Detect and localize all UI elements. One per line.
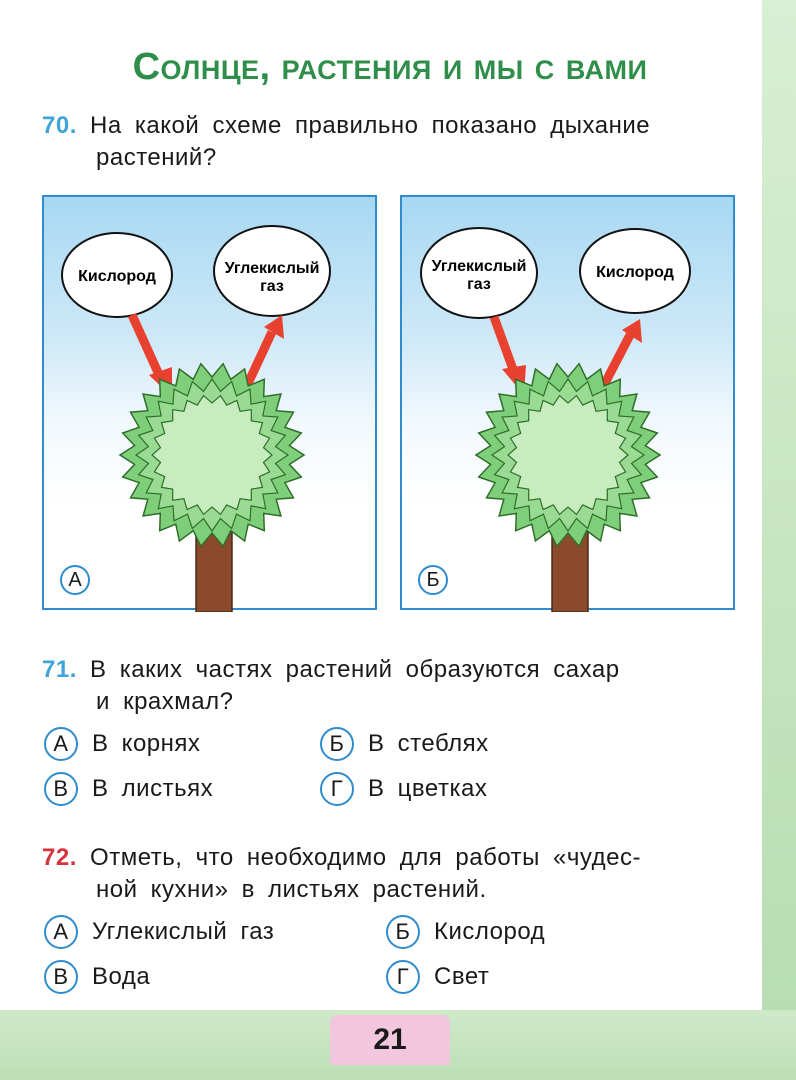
scheme-b-letter[interactable]: Б xyxy=(418,565,448,595)
option-letter[interactable]: А xyxy=(44,727,78,761)
scheme-b-panel[interactable] xyxy=(400,195,735,610)
question-71-text-line2: и крахмал? xyxy=(96,688,234,715)
question-70-text-line2: растений? xyxy=(96,144,217,171)
page-title: Солнце, растения и мы с вами xyxy=(132,46,648,88)
arrow-out xyxy=(602,319,642,389)
question-70-text-line1: На какой схеме правильно показано дыхание xyxy=(90,112,651,139)
option-text: В стеблях xyxy=(368,730,489,757)
co2-label-line2: газ xyxy=(467,276,491,293)
question-72-text-line2: ной кухни» в листьях растений. xyxy=(96,876,487,903)
page-number: 21 xyxy=(330,1015,450,1065)
co2-label-line1: Углекислый xyxy=(431,258,527,275)
q72-option-a[interactable] xyxy=(44,915,274,949)
option-letter[interactable]: В xyxy=(44,772,78,806)
scheme-a-panel[interactable] xyxy=(42,195,377,610)
scheme-a-diagram xyxy=(44,197,379,612)
q71-option-a[interactable] xyxy=(44,727,200,761)
option-text: В цветках xyxy=(368,775,488,802)
tree-crown xyxy=(120,364,304,547)
option-text: В корнях xyxy=(92,730,201,757)
question-70-number: 70. xyxy=(42,112,77,139)
question-72-number: 72. xyxy=(42,844,77,871)
co2-label-line1: Углекислый xyxy=(224,260,320,277)
question-71-number: 71. xyxy=(42,656,77,683)
option-text: В листьях xyxy=(92,775,214,802)
scheme-b-diagram xyxy=(402,197,737,612)
co2-label-line2: газ xyxy=(260,278,284,295)
option-letter[interactable]: А xyxy=(44,915,78,949)
option-text: Кислород xyxy=(434,918,546,945)
oxygen-label: Кислород xyxy=(78,268,156,285)
option-text: Свет xyxy=(434,963,490,990)
q72-option-g[interactable] xyxy=(386,960,489,994)
option-letter[interactable]: Б xyxy=(386,915,420,949)
oxygen-label: Кислород xyxy=(596,264,674,281)
q71-option-b[interactable] xyxy=(320,727,489,761)
question-72 xyxy=(42,842,742,906)
question-71 xyxy=(42,654,742,718)
question-72-text-line1: Отметь, что необходимо для работы «чудес- xyxy=(90,844,641,871)
question-70 xyxy=(42,110,742,174)
option-letter[interactable]: В xyxy=(44,960,78,994)
q72-option-b[interactable] xyxy=(386,915,545,949)
option-text: Вода xyxy=(92,963,151,990)
q71-option-v[interactable] xyxy=(44,772,213,806)
q72-option-v[interactable] xyxy=(44,960,150,994)
option-letter[interactable]: Г xyxy=(386,960,420,994)
tree-crown xyxy=(476,364,660,547)
option-letter[interactable]: Б xyxy=(320,727,354,761)
option-text: Углекислый газ xyxy=(92,918,275,945)
option-letter[interactable]: Г xyxy=(320,772,354,806)
scheme-a-letter[interactable]: А xyxy=(60,565,90,595)
page-margin-strip xyxy=(762,0,796,1080)
question-71-text-line1: В каких частях растений образуются сахар xyxy=(90,656,620,683)
q71-option-g[interactable] xyxy=(320,772,487,806)
